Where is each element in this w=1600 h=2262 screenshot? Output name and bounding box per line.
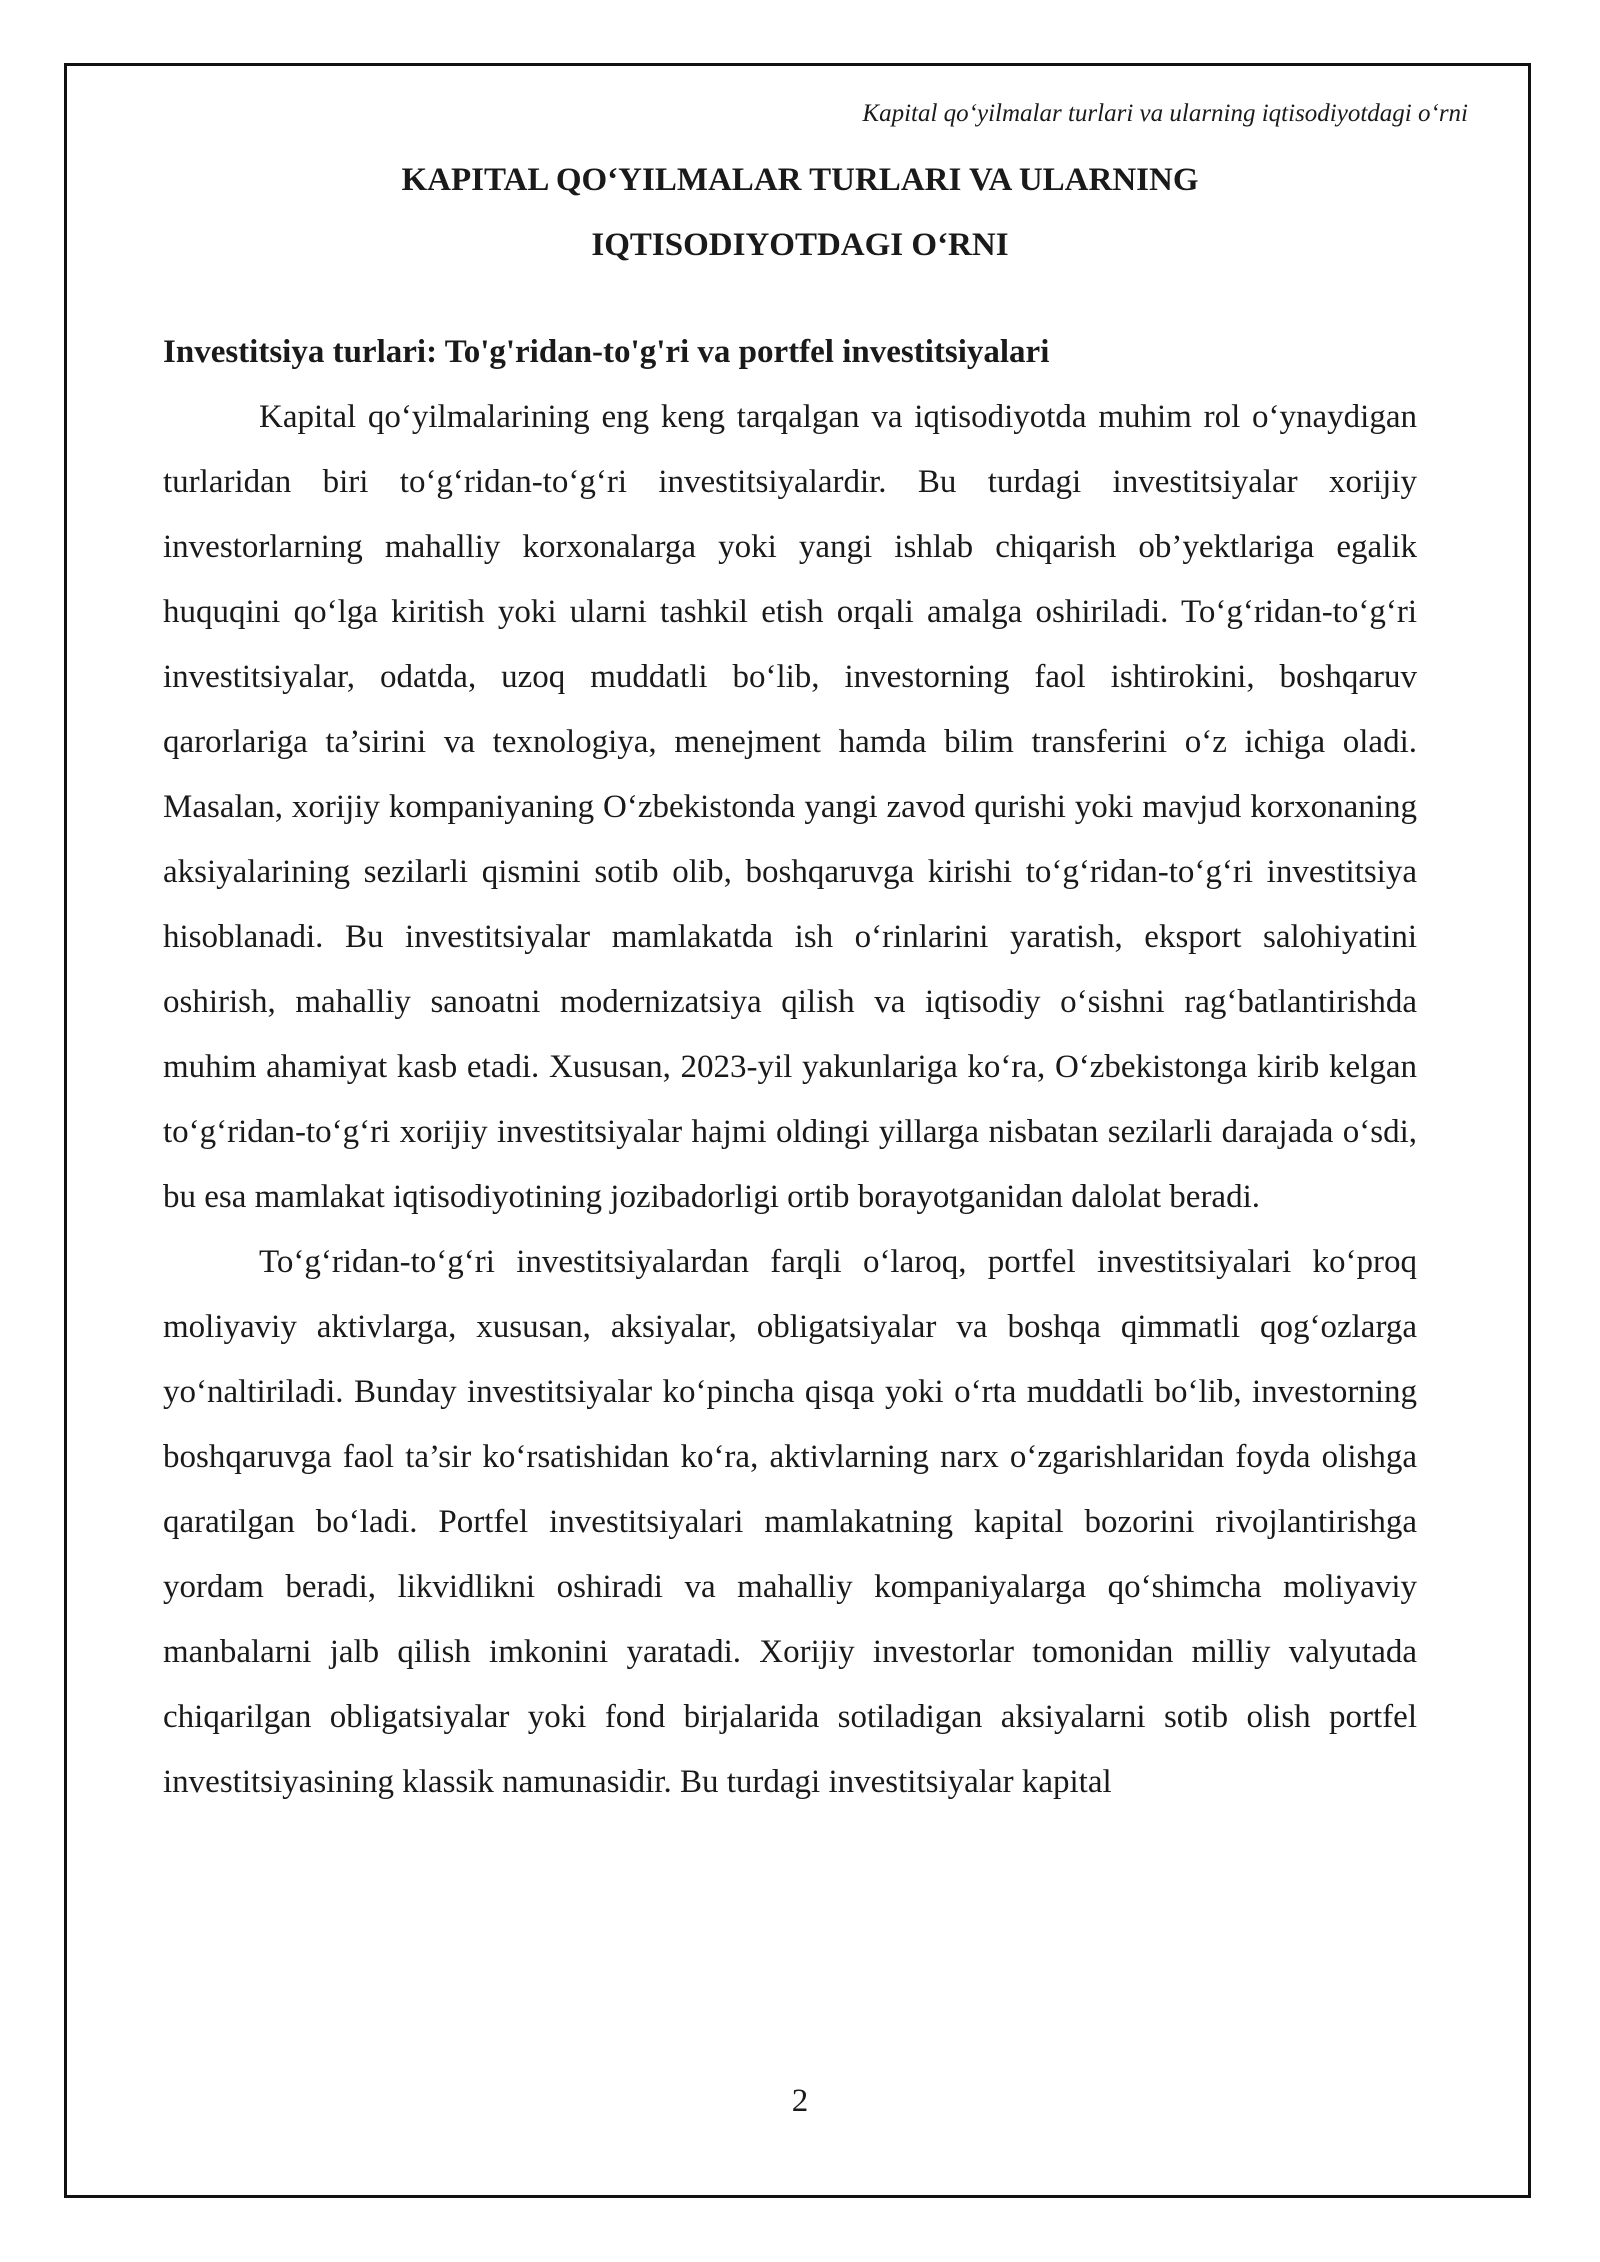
section-heading: Investitsiya turlari: To'g'ridan-to'g'ri va portfel investitsiyalari — [163, 334, 1050, 370]
page-number: 2 — [791, 2083, 809, 2119]
document-title-line-2: IQTISODIYOTDAGI O‘RNI — [591, 227, 1009, 263]
document-title — [0, 148, 1600, 278]
body-paragraph: Kapital qo‘yilmalarining eng keng tarqalgan va iqtisodiyotda muhim rol o‘ynaydigan turlaridan biri to‘g‘ridan-to‘g‘ri investitsiyalardir. Bu turdagi investitsiyalar xorijiy investorlarning mahalliy korxonalarga yoki yangi ishlab chiqarish ob’yektlariga egalik huquqini qo‘lga kiritish yoki ularni tashkil etish orqali amalga oshiriladi. To‘g‘ridan-to‘g‘ri investitsiyalar, odatda, uzoq muddatli bo‘lib, investorning faol ishtirokini, boshqaruv qarorlariga ta’sirini va texnologiya, menejment hamda bilim transferini o‘z ichiga oladi. Masalan, xorijiy kompaniyaning O‘zbekistonda yangi zavod qurishi yoki mavjud korxonaning aksiyalarining sezilarli qismini sotib olib, boshqaruvga kirishi to‘g‘ridan-to‘g‘ri investitsiya hisoblanadi. Bu investitsiyalar mamlakatda ish o‘rinlarini yaratish, eksport salohiyatini oshirish, mahalliy sanoatni modernizatsiya qilish va iqtisodiy o‘sishni rag‘batlantirishda muhim ahamiyat kasb etadi. Xususan, 2023-yil yakunlariga ko‘ra, O‘zbekistonga kirib kelgan to‘g‘ridan-to‘g‘ri xorijiy investitsiyalar hajmi oldingi yillarga nisbatan sezilarli darajada o‘sdi, bu esa mamlakat iqtisodiyotining jozibadorligi ortib borayotganidan dalolat beradi. — [163, 399, 1417, 1215]
body-paragraph: To‘g‘ridan-to‘g‘ri investitsiyalardan farqli o‘laroq, portfel investitsiyalari ko‘proq moliyaviy aktivlarga, xususan, aksiyalar, obligatsiyalar va boshqa qimmatli qog‘ozlarga yo‘naltiriladi. Bunday investitsiyalar ko‘pincha qisqa yoki o‘rta muddatli bo‘lib, investorning boshqaruvga faol ta’sir ko‘rsatishidan ko‘ra, aktivlarning narx o‘zgarishlaridan foyda olishga qaratilgan bo‘ladi. Portfel investitsiyalari mamlakatning kapital bozorini rivojlantirishga yordam beradi, likvidlikni oshiradi va mahalliy kompaniyalarga qo‘shimcha moliyaviy manbalarni jalb qilish imkonini yaratadi. Xorijiy investorlar tomonidan milliy valyutada chiqarilgan obligatsiyalar yoki fond birjalarida sotiladigan aksiyalarni sotib olish portfel investitsiyasining klassik namunasidir. Bu turdagi investitsiyalar kapital — [163, 1244, 1417, 1800]
document-body — [163, 320, 1417, 1815]
document-title-line-1: KAPITAL QO‘YILMALAR TURLARI VA ULARNING — [401, 162, 1199, 198]
running-header: Kapital qo‘yilmalar turlari va ularning iqtisodiyotdagi o‘rni — [862, 100, 1468, 127]
